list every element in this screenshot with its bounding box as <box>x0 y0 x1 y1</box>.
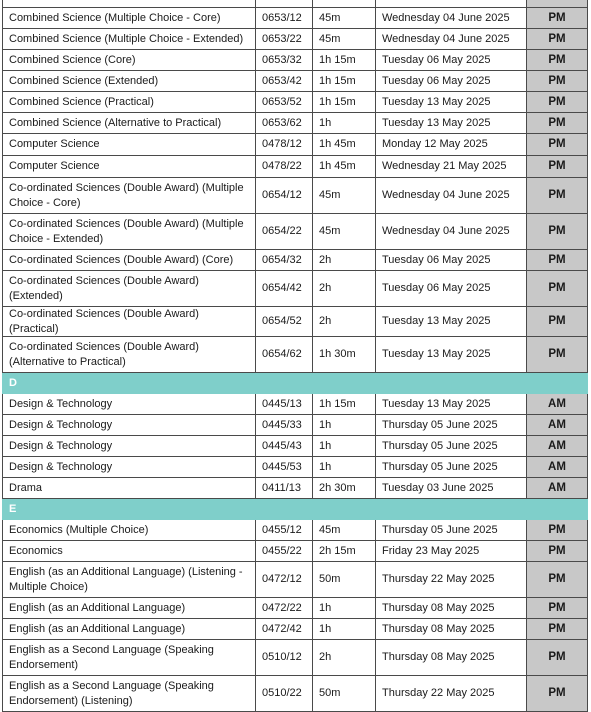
syllabus-code-cell: 0653/52 <box>256 92 313 113</box>
date-cell: Tuesday 13 May 2025 <box>376 113 527 134</box>
syllabus-code-cell: 0445/13 <box>256 394 313 415</box>
syllabus-code-cell: 0654/32 <box>256 250 313 271</box>
subject-cell: Design & Technology <box>3 415 256 436</box>
syllabus-code-cell: 0653/42 <box>256 71 313 92</box>
subject-cell: Economics <box>3 541 256 562</box>
exam-row <box>3 562 588 598</box>
session-cell: PM <box>527 307 588 337</box>
syllabus-code-cell: 0478/12 <box>256 134 313 156</box>
session-cell: PM <box>527 8 588 29</box>
duration-cell: 1h <box>313 619 376 640</box>
date-cell: Tuesday 13 May 2025 <box>376 307 527 337</box>
syllabus-code-cell: 0445/53 <box>256 457 313 478</box>
date-cell: Wednesday 04 June 2025 <box>376 214 527 250</box>
subject-cell: Design & Technology <box>3 394 256 415</box>
subject-cell <box>3 0 256 8</box>
subject-cell: English (as an Additional Language) <box>3 598 256 619</box>
syllabus-code-cell: 0455/12 <box>256 520 313 541</box>
date-cell: Tuesday 03 June 2025 <box>376 478 527 499</box>
duration-cell: 1h <box>313 598 376 619</box>
exam-row <box>3 50 588 71</box>
date-cell: Thursday 05 June 2025 <box>376 520 527 541</box>
exam-row <box>3 8 588 29</box>
exam-row <box>3 676 588 712</box>
duration-cell: 1h 15m <box>313 50 376 71</box>
subject-cell: English (as an Additional Language) <box>3 619 256 640</box>
section-letter-row <box>3 499 588 520</box>
duration-cell: 1h <box>313 415 376 436</box>
syllabus-code-cell: 0455/22 <box>256 541 313 562</box>
subject-cell: Design & Technology <box>3 436 256 457</box>
session-cell: PM <box>527 619 588 640</box>
subject-cell: Co-ordinated Sciences (Double Award) (Practical) <box>3 307 256 337</box>
syllabus-code-cell: 0510/22 <box>256 676 313 712</box>
date-cell <box>376 0 527 8</box>
session-cell: PM <box>527 598 588 619</box>
subject-cell: Combined Science (Practical) <box>3 92 256 113</box>
session-cell: PM <box>527 92 588 113</box>
exam-row <box>3 541 588 562</box>
duration-cell: 1h 15m <box>313 71 376 92</box>
session-cell: PM <box>527 113 588 134</box>
exam-row <box>3 415 588 436</box>
syllabus-code-cell: 0654/42 <box>256 271 313 307</box>
date-cell: Wednesday 04 June 2025 <box>376 8 527 29</box>
exam-row <box>3 178 588 214</box>
syllabus-code-cell: 0653/62 <box>256 113 313 134</box>
session-cell: AM <box>527 394 588 415</box>
syllabus-code-cell: 0472/12 <box>256 562 313 598</box>
exam-row <box>3 457 588 478</box>
exam-row <box>3 156 588 178</box>
session-cell: PM <box>527 134 588 156</box>
session-cell: PM <box>527 520 588 541</box>
date-cell: Monday 12 May 2025 <box>376 134 527 156</box>
duration-cell <box>313 0 376 8</box>
subject-cell: English (as an Additional Language) (Listening - Multiple Choice) <box>3 562 256 598</box>
duration-cell: 1h 45m <box>313 156 376 178</box>
duration-cell: 45m <box>313 520 376 541</box>
duration-cell: 2h <box>313 640 376 676</box>
session-cell: PM <box>527 562 588 598</box>
exam-row <box>3 134 588 156</box>
session-cell: PM <box>527 337 588 373</box>
date-cell: Tuesday 06 May 2025 <box>376 271 527 307</box>
date-cell: Thursday 08 May 2025 <box>376 619 527 640</box>
duration-cell: 45m <box>313 178 376 214</box>
duration-cell: 1h 15m <box>313 92 376 113</box>
subject-cell: Combined Science (Extended) <box>3 71 256 92</box>
syllabus-code-cell: 0411/13 <box>256 478 313 499</box>
syllabus-code-cell: 0653/22 <box>256 29 313 50</box>
date-cell: Wednesday 04 June 2025 <box>376 29 527 50</box>
subject-cell: Computer Science <box>3 156 256 178</box>
syllabus-code-cell: 0654/62 <box>256 337 313 373</box>
exam-row <box>3 307 588 337</box>
date-cell: Tuesday 06 May 2025 <box>376 71 527 92</box>
syllabus-code-cell: 0445/33 <box>256 415 313 436</box>
session-cell: PM <box>527 178 588 214</box>
subject-cell: Combined Science (Alternative to Practical) <box>3 113 256 134</box>
syllabus-code-cell: 0654/12 <box>256 178 313 214</box>
exam-timetable <box>2 0 588 712</box>
syllabus-code-cell: 0445/43 <box>256 436 313 457</box>
session-cell: AM <box>527 436 588 457</box>
timetable-body <box>3 0 588 712</box>
duration-cell: 1h 15m <box>313 394 376 415</box>
exam-row <box>3 271 588 307</box>
date-cell: Friday 23 May 2025 <box>376 541 527 562</box>
session-cell: PM <box>527 71 588 92</box>
subject-cell: Co-ordinated Sciences (Double Award) (Core) <box>3 250 256 271</box>
session-cell: PM <box>527 676 588 712</box>
date-cell: Thursday 05 June 2025 <box>376 415 527 436</box>
section-letter: D <box>3 373 588 394</box>
exam-row <box>3 250 588 271</box>
exam-row <box>3 478 588 499</box>
session-cell: PM <box>527 29 588 50</box>
exam-row <box>3 92 588 113</box>
syllabus-code-cell: 0654/52 <box>256 307 313 337</box>
date-cell: Tuesday 06 May 2025 <box>376 50 527 71</box>
session-cell: AM <box>527 478 588 499</box>
syllabus-code-cell: 0472/42 <box>256 619 313 640</box>
subject-cell: Combined Science (Multiple Choice - Core) <box>3 8 256 29</box>
exam-row <box>3 214 588 250</box>
syllabus-code-cell <box>256 0 313 8</box>
duration-cell: 2h <box>313 250 376 271</box>
exam-row <box>3 619 588 640</box>
date-cell: Thursday 08 May 2025 <box>376 640 527 676</box>
date-cell: Tuesday 13 May 2025 <box>376 92 527 113</box>
date-cell: Wednesday 04 June 2025 <box>376 178 527 214</box>
exam-row <box>3 337 588 373</box>
date-cell: Wednesday 21 May 2025 <box>376 156 527 178</box>
exam-row <box>3 436 588 457</box>
exam-row <box>3 71 588 92</box>
syllabus-code-cell: 0653/12 <box>256 8 313 29</box>
session-cell: PM <box>527 640 588 676</box>
session-cell: PM <box>527 271 588 307</box>
subject-cell: Computer Science <box>3 134 256 156</box>
exam-row <box>3 394 588 415</box>
section-letter-row <box>3 373 588 394</box>
date-cell: Thursday 08 May 2025 <box>376 598 527 619</box>
duration-cell: 2h 15m <box>313 541 376 562</box>
subject-cell: Co-ordinated Sciences (Double Award) (Extended) <box>3 271 256 307</box>
session-cell: PM <box>527 156 588 178</box>
subject-cell: English as a Second Language (Speaking Endorsement) <box>3 640 256 676</box>
syllabus-code-cell: 0472/22 <box>256 598 313 619</box>
duration-cell: 1h <box>313 113 376 134</box>
exam-row <box>3 29 588 50</box>
exam-row <box>3 520 588 541</box>
subject-cell: Co-ordinated Sciences (Double Award) (Alternative to Practical) <box>3 337 256 373</box>
syllabus-code-cell: 0478/22 <box>256 156 313 178</box>
session-cell: PM <box>527 50 588 71</box>
section-letter: E <box>3 499 588 520</box>
duration-cell: 2h 30m <box>313 478 376 499</box>
session-cell: PM <box>527 541 588 562</box>
subject-cell: Co-ordinated Sciences (Double Award) (Multiple Choice - Extended) <box>3 214 256 250</box>
duration-cell: 45m <box>313 29 376 50</box>
duration-cell: 1h <box>313 457 376 478</box>
duration-cell: 45m <box>313 8 376 29</box>
syllabus-code-cell: 0654/22 <box>256 214 313 250</box>
date-cell: Thursday 22 May 2025 <box>376 562 527 598</box>
subject-cell: English as a Second Language (Speaking Endorsement) (Listening) <box>3 676 256 712</box>
duration-cell: 2h <box>313 307 376 337</box>
session-cell: PM <box>527 214 588 250</box>
exam-row <box>3 113 588 134</box>
subject-cell: Co-ordinated Sciences (Double Award) (Multiple Choice - Core) <box>3 178 256 214</box>
exam-row <box>3 598 588 619</box>
subject-cell: Combined Science (Multiple Choice - Extended) <box>3 29 256 50</box>
duration-cell: 45m <box>313 214 376 250</box>
session-cell: AM <box>527 415 588 436</box>
duration-cell: 1h 45m <box>313 134 376 156</box>
subject-cell: Economics (Multiple Choice) <box>3 520 256 541</box>
date-cell: Tuesday 06 May 2025 <box>376 250 527 271</box>
date-cell: Thursday 05 June 2025 <box>376 436 527 457</box>
duration-cell: 2h <box>313 271 376 307</box>
duration-cell: 50m <box>313 676 376 712</box>
date-cell: Tuesday 13 May 2025 <box>376 394 527 415</box>
duration-cell: 1h 30m <box>313 337 376 373</box>
duration-cell: 50m <box>313 562 376 598</box>
date-cell: Thursday 05 June 2025 <box>376 457 527 478</box>
subject-cell: Combined Science (Core) <box>3 50 256 71</box>
session-cell <box>527 0 588 8</box>
exam-row <box>3 640 588 676</box>
duration-cell: 1h <box>313 436 376 457</box>
session-cell: PM <box>527 250 588 271</box>
session-cell: AM <box>527 457 588 478</box>
exam-row <box>3 0 588 8</box>
date-cell: Tuesday 13 May 2025 <box>376 337 527 373</box>
syllabus-code-cell: 0510/12 <box>256 640 313 676</box>
subject-cell: Design & Technology <box>3 457 256 478</box>
date-cell: Thursday 22 May 2025 <box>376 676 527 712</box>
subject-cell: Drama <box>3 478 256 499</box>
syllabus-code-cell: 0653/32 <box>256 50 313 71</box>
